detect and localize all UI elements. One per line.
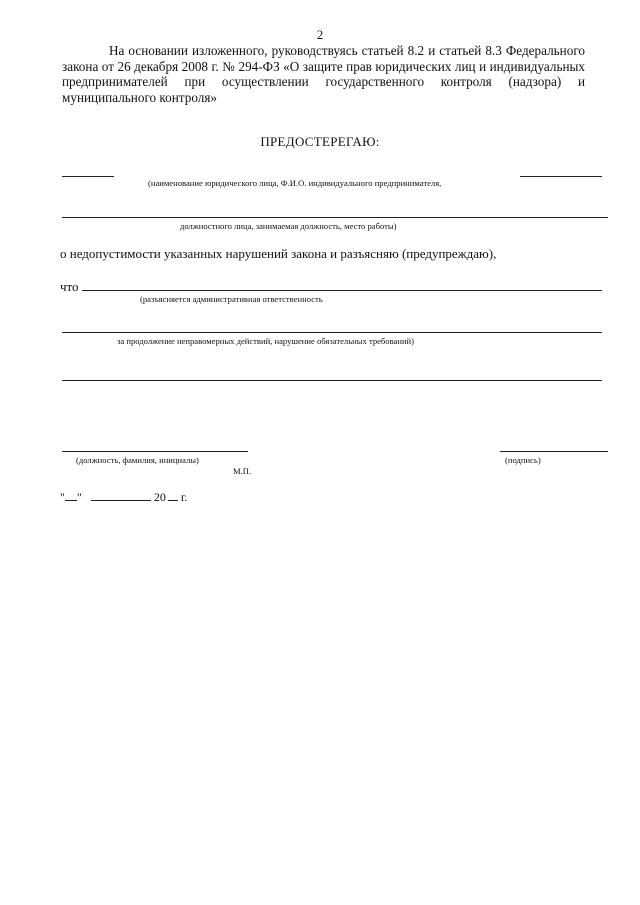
that-line: [82, 290, 602, 291]
extra-blank-line: [62, 380, 602, 381]
warning-heading: ПРЕДОСТЕРЕГАЮ:: [260, 134, 380, 149]
year-suffix: г.: [180, 490, 188, 504]
month-blank: [91, 490, 151, 501]
inadmissibility-text: о недопустимости указанных нарушений закона и разъясняю (предупреждаю),: [60, 246, 497, 261]
official-line: [62, 217, 608, 218]
date-line: [60, 490, 187, 505]
liability-caption: (разъясняется административная ответственность: [140, 294, 323, 304]
intro-paragraph: На основании изложенного, руководствуясь статьей 8.2 и статьей 8.3 Федерального закона от 26 декабря 2008 г. № 294-ФЗ «О защите прав юридических лиц и индивидуальных предпринимателей при осуществлении государственного контроля (надзора) и муниципального контроля»: [62, 43, 585, 105]
legal-entity-line-right: [520, 176, 602, 177]
year-blank: [168, 490, 178, 501]
official-caption: должностного лица, занимаемая должность, место работы): [180, 221, 397, 231]
signature-line: [500, 451, 608, 452]
position-line: [62, 451, 248, 452]
stamp-mark: М.П.: [233, 466, 252, 476]
year-prefix: 20: [153, 490, 166, 504]
legal-entity-line-left: [62, 176, 114, 177]
continuation-caption: за продолжение неправомерных действий, нарушение обязательных требований): [117, 336, 415, 346]
date-close-quote: ": [76, 490, 82, 504]
position-caption: (должность, фамилия, инициалы): [76, 455, 199, 465]
signature-caption: (подпись): [505, 455, 541, 465]
that-label: что: [60, 279, 79, 294]
legal-entity-caption: (наименование юридического лица, Ф.И.О. индивидуального предпринимателя,: [148, 178, 442, 188]
continuation-line: [62, 332, 602, 333]
page-number: 2: [316, 27, 324, 42]
day-blank: [65, 490, 77, 501]
date-open-quote: ": [60, 490, 65, 504]
